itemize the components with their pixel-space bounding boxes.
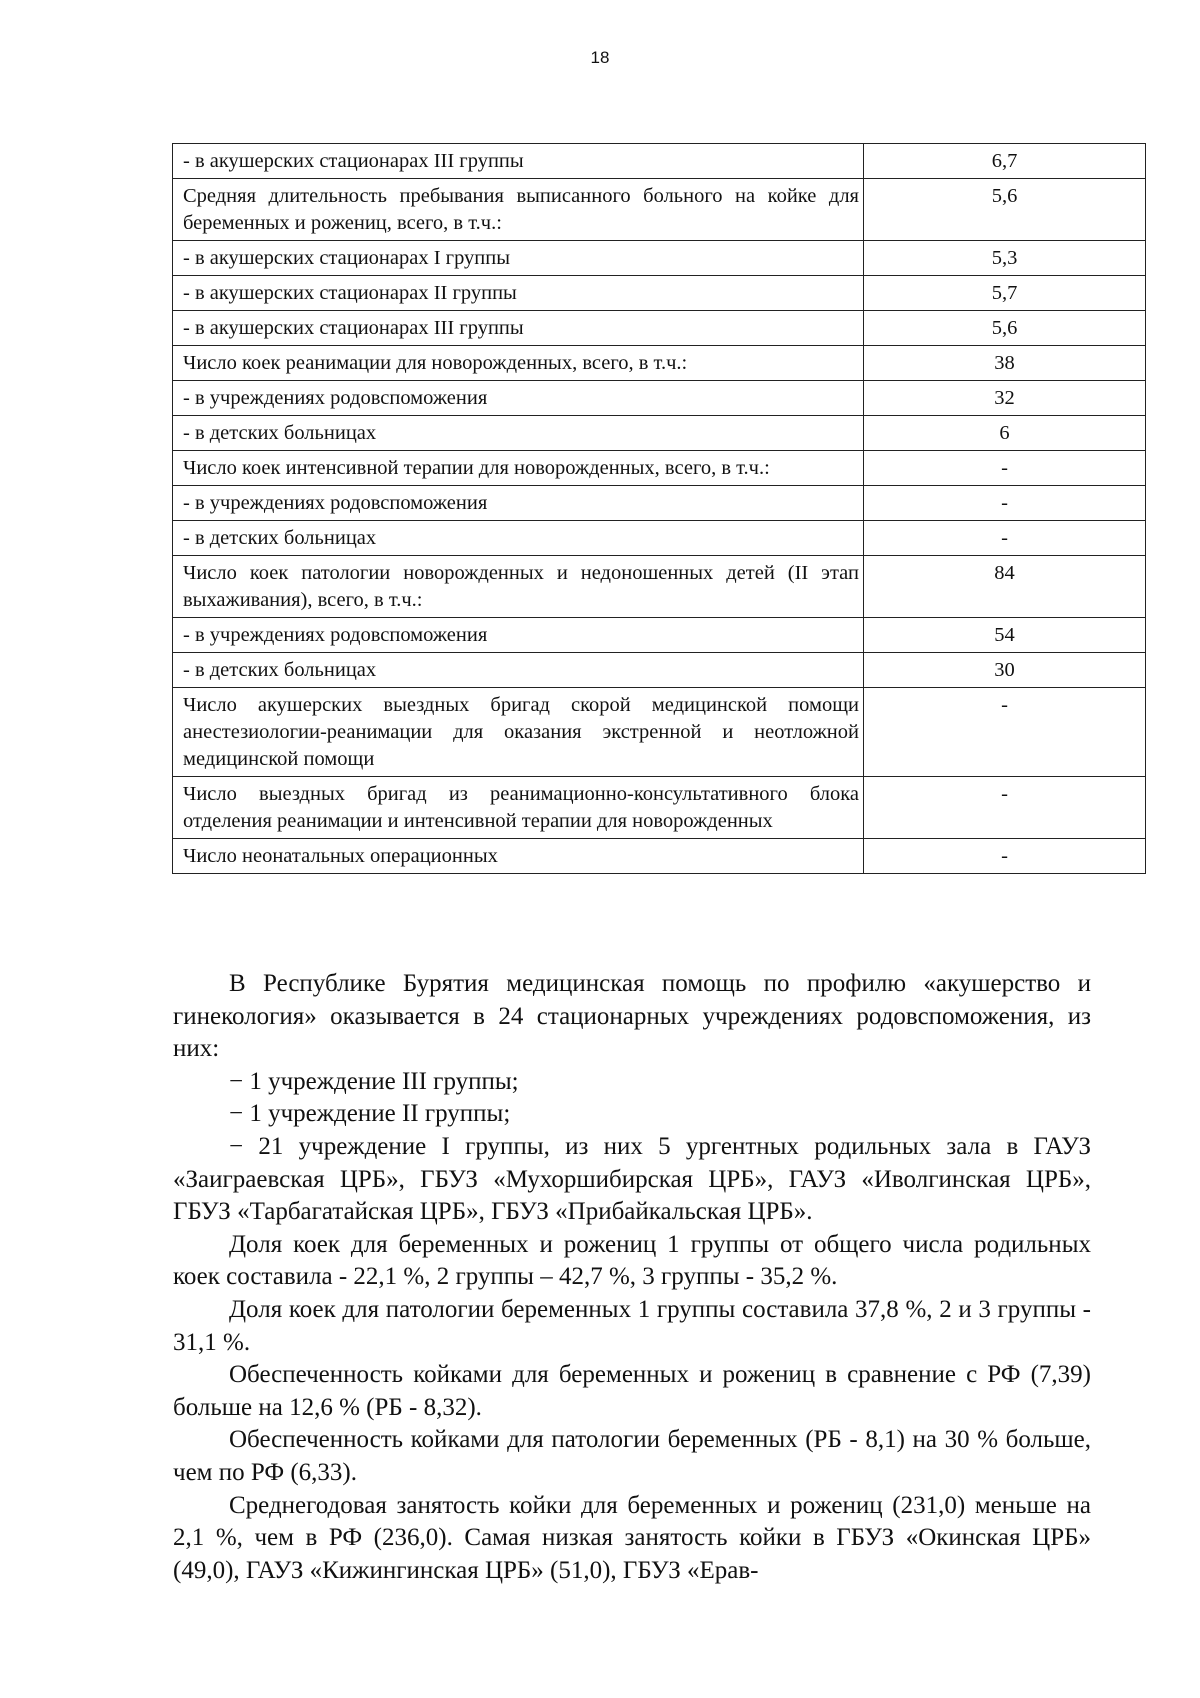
- row-value: 30: [864, 653, 1146, 688]
- row-value: 5,7: [864, 276, 1146, 311]
- paragraph-provision-pregnant: Обеспеченность койками для беременных и рожениц в сравнение с РФ (7,39) больше на 12,6 % (РБ - 8,32).: [173, 1361, 1091, 1421]
- table-row: [173, 346, 1146, 381]
- row-value: 5,6: [864, 311, 1146, 346]
- table-row: [173, 276, 1146, 311]
- row-label: - в детских больницах: [173, 653, 864, 688]
- table-row: [173, 144, 1146, 179]
- table-row: [173, 688, 1146, 777]
- table-row: [173, 618, 1146, 653]
- row-label: - в акушерских стационарах III группы: [173, 311, 864, 346]
- row-label: Число выездных бригад из реанимационно-консультативного блока отделения реанимации и интенсивной терапии для новорожденных: [173, 777, 864, 839]
- table-row: [173, 839, 1146, 874]
- table-row: [173, 179, 1146, 241]
- row-label: Число неонатальных операционных: [173, 839, 864, 874]
- table-row: [173, 486, 1146, 521]
- row-value: 5,6: [864, 179, 1146, 241]
- row-label: - в детских больницах: [173, 521, 864, 556]
- paragraph-bed-share: Доля коек для беременных и рожениц 1 группы от общего числа родильных коек составила - 22,1 %, 2 группы – 42,7 %, 3 группы - 35,2 %.: [173, 1230, 1091, 1291]
- body-text: [173, 968, 1091, 1587]
- list-item-group-2: − 1 учреждение II группы;: [229, 1100, 511, 1128]
- row-value: 6,7: [864, 144, 1146, 179]
- row-label: Число коек интенсивной терапии для новорожденных, всего, в т.ч.:: [173, 451, 864, 486]
- statistics-table: [172, 143, 1146, 874]
- row-label: - в детских больницах: [173, 416, 864, 451]
- row-label: - в акушерских стационарах II группы: [173, 276, 864, 311]
- row-value: -: [864, 451, 1146, 486]
- paragraph-bed-occupancy: Среднегодовая занятость койки для беременных и рожениц (231,0) меньше на 2,1 %, чем в РФ (236,0). Самая низкая занятость койки в ГБУЗ «Окинская ЦРБ» (49,0), ГАУЗ «Кижингинская ЦРБ» (51,0), ГБУЗ «Ерав-: [173, 1491, 1091, 1584]
- row-value: -: [864, 777, 1146, 839]
- row-label: Число коек патологии новорожденных и недоношенных детей (II этап выхаживания), всего, в т.ч.:: [173, 556, 864, 618]
- table-row: [173, 521, 1146, 556]
- row-value: 54: [864, 618, 1146, 653]
- table-row: [173, 653, 1146, 688]
- row-value: 38: [864, 346, 1146, 381]
- row-label: - в учреждениях родовспоможения: [173, 381, 864, 416]
- row-value: 84: [864, 556, 1146, 618]
- table-row: [173, 381, 1146, 416]
- row-value: 5,3: [864, 241, 1146, 276]
- paragraph-pathology-share: Доля коек для патологии беременных 1 группы составила 37,8 %, 2 и 3 группы - 31,1 %.: [173, 1295, 1091, 1356]
- page-number: 18: [590, 48, 610, 67]
- row-label: - в акушерских стационарах I группы: [173, 241, 864, 276]
- row-value: -: [864, 486, 1146, 521]
- row-value: 6: [864, 416, 1146, 451]
- list-item-group-1: − 21 учреждение I группы, из них 5 ургентных родильных зала в ГАУЗ «Заиграевская ЦРБ», ГБУЗ «Мухоршибирская ЦРБ», ГАУЗ «Иволгинская ЦРБ», ГБУЗ «Тарбагатайская ЦРБ», ГБУЗ «Прибайкальская ЦРБ».: [173, 1132, 1091, 1226]
- row-label: Средняя длительность пребывания выписанного больного на койке для беременных и рожениц, всего, в т.ч.:: [173, 179, 864, 241]
- row-label: Число коек реанимации для новорожденных, всего, в т.ч.:: [173, 346, 864, 381]
- row-label: - в учреждениях родовспоможения: [173, 486, 864, 521]
- table-row: [173, 777, 1146, 839]
- row-value: 32: [864, 381, 1146, 416]
- table-row: [173, 311, 1146, 346]
- table-row: [173, 556, 1146, 618]
- table-row: [173, 241, 1146, 276]
- row-value: -: [864, 688, 1146, 777]
- table-row: [173, 451, 1146, 486]
- row-label: - в учреждениях родовспоможения: [173, 618, 864, 653]
- row-label: Число акушерских выездных бригад скорой медицинской помощи анестезиологии-реанимации для оказания экстренной и неотложной медицинской помощи: [173, 688, 864, 777]
- row-value: -: [864, 521, 1146, 556]
- paragraph-intro: В Республике Бурятия медицинская помощь по профилю «акушерство и гинекология» оказывается в 24 стационарных учреждениях родовспоможения, из них:: [173, 970, 1091, 1063]
- row-value: -: [864, 839, 1146, 874]
- row-label: - в акушерских стационарах III группы: [173, 144, 864, 179]
- table-row: [173, 416, 1146, 451]
- list-item-group-3: − 1 учреждение III группы;: [229, 1067, 519, 1095]
- paragraph-provision-pathology: Обеспеченность койками для патологии беременных (РБ - 8,1) на 30 % больше, чем по РФ (6,33).: [173, 1426, 1091, 1486]
